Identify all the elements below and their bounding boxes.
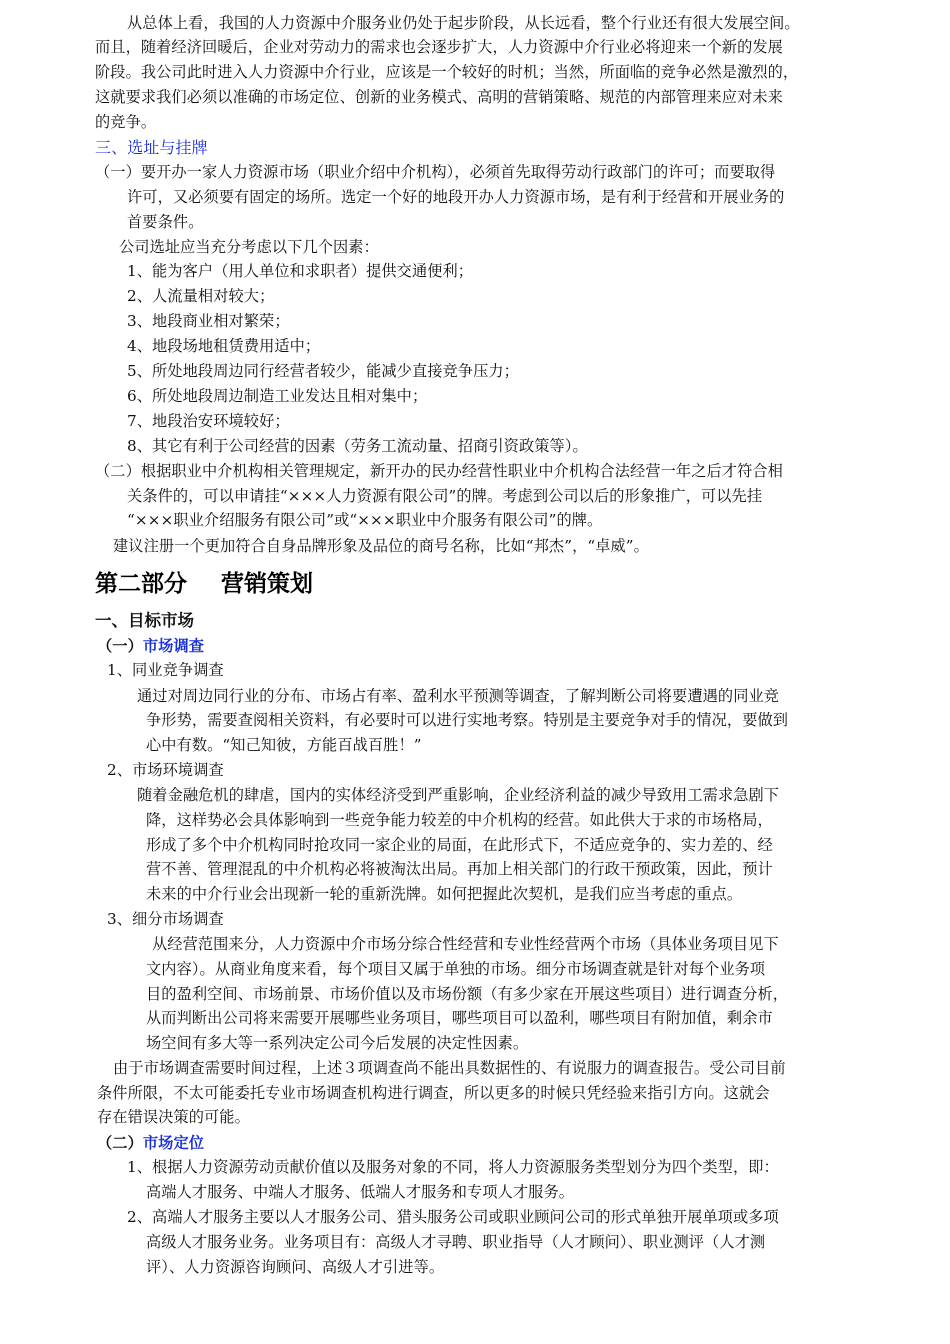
- subsection-number: （一）: [97, 637, 143, 655]
- list-item: 高端人才服务、中端人才服务、低端人才服务和专项人才服务。: [146, 1183, 575, 1201]
- list-item: 1、根据人力资源劳动贡献价值以及服务对象的不同，将人力资源服务类型划分为四个类型，即：: [127, 1158, 779, 1176]
- list-item: 2、高端人才服务主要以人才服务公司、猎头服务公司或职业顾问公司的形式单独开展单项或多项: [127, 1208, 779, 1226]
- paragraph-line: 未来的中介行业会出现新一轮的重新洗牌。如何把握此次契机，是我们应当考虑的重点。: [146, 885, 743, 903]
- subsection-number: （二）: [97, 1134, 143, 1152]
- subsection-heading: [97, 634, 204, 658]
- paragraph-line: 通过对周边同行业的分布、市场占有率、盈利水平预测等调查，了解判断公司将要遭遇的同业竞: [137, 687, 780, 705]
- paragraph-line: 心中有数。“知己知彼，方能百战百胜！”: [146, 736, 422, 754]
- paragraph-line: 这就要求我们必须以准确的市场定位、创新的业务模式、高明的营销策略、规范的内部管理来应对未来: [95, 88, 783, 106]
- paragraph-line: 首要条件。: [127, 213, 204, 231]
- sub-item-title: 1、同业竞争调查: [107, 661, 224, 679]
- paragraph-line: 随着金融危机的肆虐，国内的实体经济受到严重影响，企业经济利益的减少导致用工需求急剧下: [137, 786, 780, 804]
- paragraph-line: 许可，又必须要有固定的场所。选定一个好的地段开办人力资源市场，是有利于经营和开展业务的: [127, 188, 785, 206]
- paragraph-line: 争形势，需要查阅相关资料，有必要时可以进行实地考察。特别是主要竞争对手的情况，要做到: [146, 711, 789, 729]
- paragraph-line: 阶段。我公司此时进入人力资源中介行业，应该是一个较好的时机；当然，所面临的竞争必然是激烈的，: [95, 63, 799, 81]
- paragraph-line: 条件所限，不太可能委托专业市场调查机构进行调查，所以更多的时候只凭经验来指引方向。这就会: [97, 1084, 770, 1102]
- paragraph-line: 存在错误决策的可能。: [97, 1108, 250, 1126]
- list-item: 3、地段商业相对繁荣；: [127, 312, 290, 330]
- paragraph-line: 由于市场调查需要时间过程，上述３项调查尚不能出具数据性的、有说服力的调查报告。受公司目前: [113, 1059, 786, 1077]
- paragraph-line: 从而判断出公司将来需要开展哪些业务项目，哪些项目可以盈利，哪些项目有附加值，剩余市: [146, 1009, 773, 1027]
- subsection-title: 市场定位: [142, 1134, 205, 1152]
- paragraph-line: （二）根据职业中介机构相关管理规定，新开办的民办经营性职业中介机构合法经营一年之后才符合相: [95, 462, 783, 480]
- suggestion-text: 建议注册一个更加符合自身品牌形象及品位的商号名称，比如“邦杰”，“卓威”。: [113, 537, 649, 555]
- paragraph-line: 从总体上看，我国的人力资源中介服务业仍处于起步阶段，从长远看，整个行业还有很大发展空间。: [127, 14, 800, 32]
- factors-intro: 公司选址应当充分考虑以下几个因素：: [119, 238, 379, 256]
- section-heading: [95, 136, 208, 160]
- paragraph-line: 营不善、管理混乱的中介机构必将被淘汰出局。再加上相关部门的行政干预政策，因此，预计: [146, 860, 773, 878]
- paragraph-line: 的竞争。: [95, 113, 157, 131]
- subsection-heading: [97, 1131, 204, 1155]
- paragraph-line: 形成了多个中介机构同时抢攻同一家企业的局面，在此形式下，不适应竞争的、实力差的、经: [146, 836, 773, 854]
- target-market-heading: 一、目标市场: [95, 611, 194, 630]
- paragraph-line: 关条件的，可以申请挂“×××人力资源有限公司”的牌。考虑到公司以后的形象推广，可以先挂: [127, 487, 763, 505]
- subsection-title: 市场调查: [142, 637, 205, 655]
- paragraph-line: 目的盈利空间、市场前景、市场价值以及市场份额（有多少家在开展这些项目）进行调查分析，: [146, 985, 789, 1003]
- list-item: 4、地段场地租赁费用适中；: [127, 337, 321, 355]
- part-label: 第二部分: [95, 571, 187, 597]
- list-item: 7、地段治安环境较好；: [127, 412, 290, 430]
- list-item: 5、所处地段周边同行经营者较少，能减少直接竞争压力；: [127, 362, 519, 380]
- list-item: 2、人流量相对较大；: [127, 287, 275, 305]
- paragraph-line: （一）要开办一家人力资源市场（职业介绍中介机构），必须首先取得劳动行政部门的许可；而要取得: [95, 163, 776, 181]
- part-title: 营销策划: [221, 571, 313, 597]
- paragraph-line: 而且，随着经济回暖后，企业对劳动力的需求也会逐步扩大，人力资源中介行业必将迎来一个新的发展: [95, 38, 783, 56]
- paragraph-line: 从经营范围来分，人力资源中介市场分综合性经营和专业性经营两个市场（具体业务项目见下: [152, 935, 779, 953]
- list-item: 8、其它有利于公司经营的因素（劳务工流动量、招商引资政策等）。: [127, 437, 588, 455]
- paragraph-line: 降，这样势必会具体影响到一些竞争能力较差的中介机构的经营。如此供大于求的市场格局，: [146, 811, 773, 829]
- sub-item-title: 2、市场环境调查: [107, 761, 224, 779]
- list-item: 高级人才服务业务。业务项目有：高级人才寻聘、职业指导（人才顾问）、职业测评（人才测: [146, 1233, 766, 1251]
- section-number: 三、: [95, 138, 128, 157]
- paragraph-line: 文内容）。从商业角度来看，每个项目又属于单独的市场。细分市场调查就是针对每个业务项: [146, 960, 766, 978]
- part-heading: [95, 568, 313, 600]
- paragraph-line: 场空间有多大等一系列决定公司今后发展的决定性因素。: [146, 1034, 529, 1052]
- sub-item-title: 3、细分市场调查: [107, 910, 224, 928]
- section-title: 选址与挂牌: [127, 138, 208, 157]
- list-item: 评）、人力资源咨询顾问、高级人才引进等。: [146, 1258, 445, 1276]
- list-item: 1、能为客户（用人单位和求职者）提供交通便利；: [127, 262, 474, 280]
- paragraph-line: “×××职业介绍服务有限公司”或“×××职业中介服务有限公司”的牌。: [127, 511, 603, 529]
- list-item: 6、所处地段周边制造工业发达且相对集中；: [127, 387, 428, 405]
